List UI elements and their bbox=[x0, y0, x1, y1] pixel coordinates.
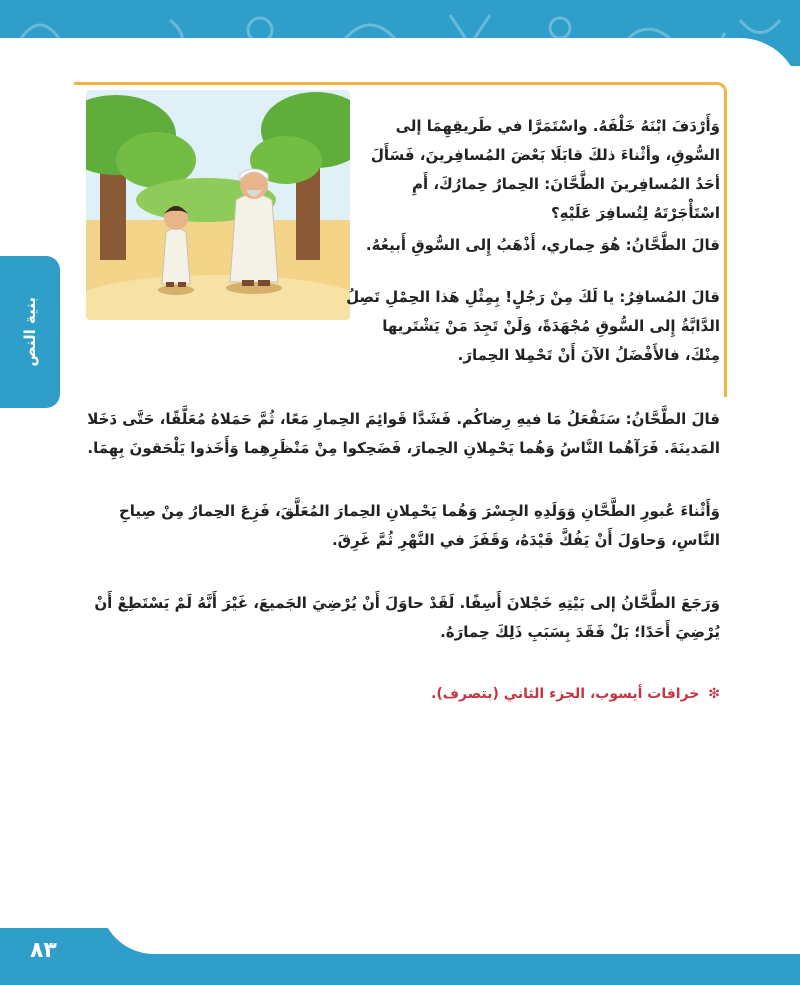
footer-curve bbox=[100, 900, 800, 954]
paragraph-3: قالَ المُسافِرُ: يا لَكَ مِنْ رَجُلٍ! بِمِثْلِ هَذا الحِمْلِ تَصِلُ الدَّابَّةُ إِلى السُّوقِ مُجْهَدَةً، وَلَنْ تَجِدَ مَنْ يَشْتَريها مِنْكَ، فالأَفْضَلُ الآنَ أَنْ تَحْمِلا الحِمارَ. bbox=[346, 288, 720, 364]
paragraph-4: قالَ الطَّحَّانُ: سَنَفْعَلُ مَا فيهِ رِضاكُم. فَشَدَّا قَوائِمَ الحِمارِ مَعًا، ثُمَّ حَمَلاهُ مُعَلَّقًا، حَتَّى دَخَلا المَدينَةَ. فَرَآهُما النَّاسُ وَهُما يَحْمِلانِ الحِمارَ، فَضَحِكوا مِنْ مَنْظَرِهِما وَأَخَذوا يَلْحَقونَ بِهِمَا. bbox=[87, 410, 720, 457]
paragraph-6: وَرَجَعَ الطَّحَّانُ إلى بَيْتِهِ خَجْلانَ أَسِفًا. لَقَدْ حاوَلَ أَنْ يُرْضِيَ الجَميعَ، غَيْرَ أَنَّهُ لَمْ يَسْتَطِعْ أَنْ يُرْضِيَ أَحَدًا؛ بَلْ فَقَدَ بِسَبَبِ ذَلِكَ حِمارَهُ. bbox=[94, 594, 720, 641]
paragraph-5: وَأَثْناءَ عُبورِ الطَّحَّانِ وَوَلَدِهِ الجِسْرَ وَهُما يَحْمِلانِ الحِمارَ المُعَلَّقَ، فَزِعَ الحِمارُ مِنْ صِياحِ النَّاسِ، وَحاوَلَ أَنْ يَفُكَّ قَيْدَهُ، وَقَفَزَ في النَّهْرِ ثُمَّ غَرِقَ. bbox=[118, 502, 720, 549]
section-side-tab bbox=[0, 256, 60, 408]
footnote-star-icon: ❇ bbox=[708, 686, 720, 702]
source-footnote bbox=[431, 686, 720, 702]
miller-son-walking-icon bbox=[86, 90, 350, 320]
story-illustration bbox=[86, 90, 350, 320]
footnote-text: خرافات أيسوب، الجزء الثاني (بتصرف). bbox=[431, 686, 700, 702]
page-number: ٨٣ bbox=[30, 938, 57, 963]
side-tab-label: بنية النص bbox=[21, 297, 39, 367]
paragraph-2: قالَ الطَّحَّانُ: هُوَ حِماري، أَذْهَبُ إِلى السُّوقِ أَبيعُهُ. bbox=[365, 236, 720, 254]
paragraph-1: وَأَرْدَفَ ابْنَهُ خَلْفَهُ. واسْتَمَرَّا في طَريقِهِمَا إلى السُّوقِ، وأثْناءَ ذلكَ قابَلَا بَعْضَ المُسافِرينَ، فَسَأَلَ أحَدُ المُسافِرينَ الطَّحَّانَ: الحِمارُ حِمارُكَ، أَمِ اسْتَأْجَرْتَهُ لِتُسافِرَ عَلَيْهِ؟ bbox=[370, 117, 720, 222]
